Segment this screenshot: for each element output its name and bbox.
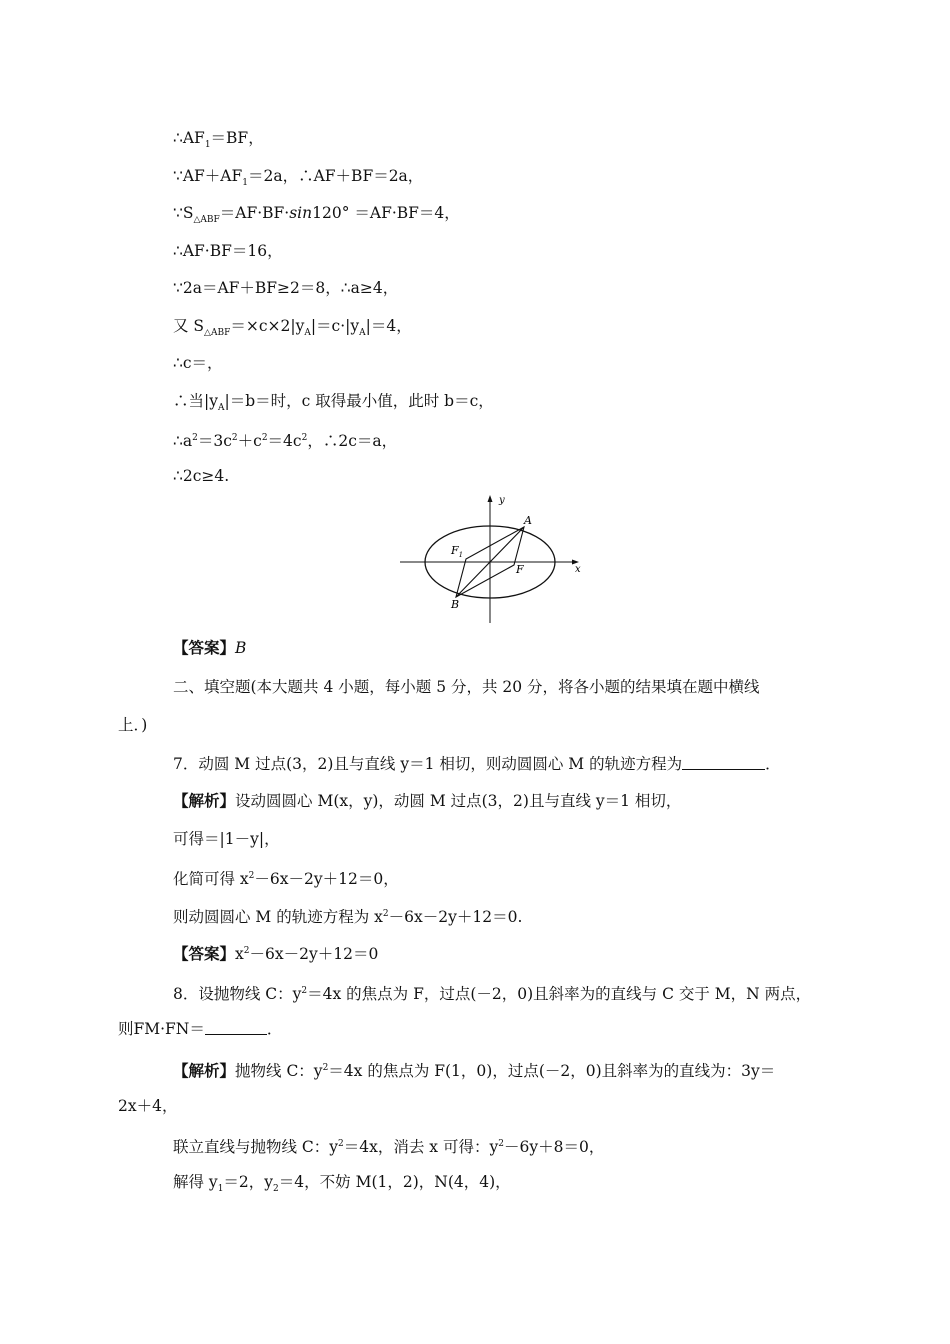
section-2-heading: 二、填空题(本大题共 4 小题，每小题 5 分，共 20 分，将各小题的结果填在题中横线 (173, 678, 760, 696)
label-F1: $F_1$ (451, 544, 464, 559)
solution-line-5: ∵2a＝AF＋BF≥2＝8，∴a≥4， (173, 279, 399, 297)
label-B: B (451, 598, 460, 611)
solution-line-7: ∴c＝， (173, 354, 223, 372)
solution-line-3: $\because S_{\triangle ABF}=AF\cdot BF\cdot\sin 120^\circ =AF\cdot BF=4$， (173, 204, 460, 226)
solution-line-8: ∴当$|y_A|=b=$时，c 取得最小值，此时 b＝c， (173, 392, 494, 414)
solution-line-10: ∴2c≥4. (173, 467, 230, 485)
q8-analysis-3: 联立直线与抛物线 C：$y^2=4x$，消去 x 可得：$y^2-6y+8=0$， (173, 1138, 605, 1157)
q7-analysis-3: 化简可得 $x^2-6x-2y+12=0$， (173, 870, 399, 889)
label-F: F (516, 563, 524, 576)
answer-blank-7 (682, 755, 765, 770)
solution-line-2: $\because AF+AF_1=2a$，∴AF＋BF＝2a， (173, 167, 424, 189)
answer-6: 【答案】B (173, 638, 247, 657)
label-y: y (499, 495, 505, 506)
q8-analysis-1: 【解析】抛物线 C：$y^2=4x$ 的焦点为 F(1，0)，过点(－2，0)且斜率为的直线为：3y＝ (173, 1061, 776, 1081)
question-7: 7．动圆 M 过点(3，2)且与直线 y＝1 相切，则动圆圆心 M 的轨迹方程为 ． (173, 755, 781, 773)
question-8-line-2: 则FM·FN＝ ． (118, 1020, 283, 1038)
q8-analysis-2: 2x＋4， (118, 1097, 178, 1115)
ellipse-diagram (395, 493, 590, 625)
section-2-heading-cont: 上．) (118, 716, 148, 734)
y-axis-arrow-icon (488, 495, 493, 502)
q7-analysis-4: 则动圆圆心 M 的轨迹方程为 $x^2-6x-2y+12=0$. (173, 908, 523, 927)
q8-analysis-4: 解得 $y_1=2$，$y_2=4$，不妨 M(1，2)，N(4，4)， (173, 1173, 511, 1195)
q7-analysis-2: 可得＝|1－y|， (173, 830, 280, 848)
label-x: x (575, 564, 581, 575)
label-A: A (524, 514, 532, 527)
solution-line-6: 又 $S_{\triangle ABF}=\times c\times 2|y_A|=c\cdot|y_A|=4$， (173, 317, 412, 339)
question-8-line-1: 8．设抛物线 C：$y^2=4x$ 的焦点为 F，过点(－2，0)且斜率为的直线与 C 交于 M，N 两点， (173, 985, 812, 1004)
solution-line-4: ∴AF·BF＝16， (173, 242, 283, 260)
q7-answer: 【答案】$x^2-6x-2y+12=0$ (173, 944, 379, 964)
answer-blank-8 (205, 1020, 267, 1035)
solution-line-1: $\therefore AF_1=BF$， (173, 129, 264, 151)
solution-line-9: $\therefore a^2=3c^2+c^2=4c^2$，∴2c＝a， (173, 432, 398, 451)
q7-analysis-1: 【解析】设动圆圆心 M(x，y)，动圆 M 过点(3，2)且与直线 y＝1 相切， (173, 791, 682, 810)
